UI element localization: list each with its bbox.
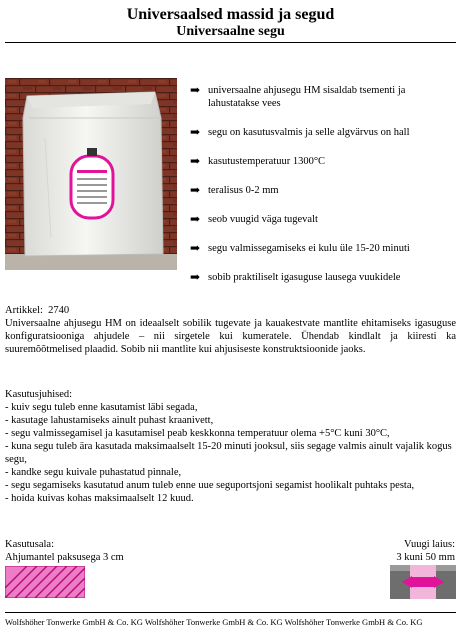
instructions-list: [5, 401, 456, 505]
product-description: Universaalne ahjusegu HM on ideaalselt sobilik tugevate ja kauakestvate mantlite ehitamiseks igasuguse konfiguratsiooniga ahjudele – nii sirgetele kui kumeratele. Ühendab kindlalt ja kiiresti ka suuremõõtmelised plaadid. Sobib nii mantlite kui ahjusiseste konstruktsioonide jaoks.: [5, 318, 456, 355]
page-title: Universaalsed massid ja segud: [126, 6, 335, 23]
article-value: 2740: [48, 305, 70, 316]
feature-item: ➡ kasutustemperatuur 1300°C: [190, 154, 326, 168]
joint-width-icon: [390, 565, 456, 599]
footer-divider: [5, 612, 456, 613]
feature-item: ➡ sobib praktiliselt igasuguse lausega vuukidele: [190, 270, 401, 284]
arrow-right-icon: ➡: [190, 154, 201, 168]
usage-label: Kasutusala:: [5, 539, 54, 550]
feature-item: ➡ teralisus 0-2 mm: [190, 183, 279, 197]
product-photo: [5, 78, 177, 270]
instruction-item: - kuna segu tuleb ära kasutada maksimaalselt 15-20 minuti jooksul, siis segage valmis ainult vajalik kogus segu,: [5, 441, 452, 465]
usage-value: Ahjumantel paksusega 3 cm: [5, 552, 124, 563]
feature-item: ➡ seob vuugid väga tugevalt: [190, 212, 318, 226]
instruction-item: - kuiv segu tuleb enne kasutamist läbi segada,: [5, 402, 198, 413]
article-number: [5, 305, 69, 317]
feature-list: [190, 84, 456, 284]
instruction-item: - hoida kuivas kohas maksimaalselt 12 kuud.: [5, 493, 194, 504]
arrow-right-icon: ➡: [190, 125, 201, 139]
instruction-item: - kasutage lahustamiseks ainult puhast kraanivett,: [5, 415, 214, 426]
footer-text: Wolfshöher Tonwerke GmbH & Co. KG Wolfshöher Tonwerke GmbH & Co. KG Wolfshöher Tonwerke GmbH & Co. KG: [5, 617, 423, 627]
instruction-item: - kandke segu kuivale puhastatud pinnale,: [5, 467, 182, 478]
article-label: Artikkel:: [5, 305, 43, 316]
joint-width-value: 3 kuni 50 mm: [396, 552, 455, 563]
instruction-item: - segu segamiseks kasutatud anum tuleb enne uue seguportsjoni segamist hoolikalt puhtaks pesta,: [5, 480, 415, 491]
arrow-right-icon: ➡: [190, 212, 201, 226]
arrow-right-icon: ➡: [190, 241, 201, 255]
arrow-right-icon: ➡: [190, 83, 201, 97]
usage-illustration: [5, 566, 85, 598]
instructions-heading: Kasutusjuhised:: [5, 389, 73, 400]
page-subtitle: Universaalne segu: [176, 24, 285, 39]
feature-item: ➡ universaalne ahjusegu HM sisaldab tsementi ja lahustatakse vees: [190, 83, 406, 109]
instruction-item: - segu valmissegamisel ja kasutamisel peab keskkonna temperatuur olema +5°C kuni 30°C,: [5, 428, 390, 439]
arrow-right-icon: ➡: [190, 183, 201, 197]
arrow-right-icon: ➡: [190, 270, 201, 284]
feature-item: ➡ segu on kasutusvalmis ja selle algvärvus on hall: [190, 125, 410, 139]
joint-width-label: Vuugi laius:: [404, 539, 455, 550]
feature-item: ➡ segu valmissegamiseks ei kulu üle 15-20 minuti: [190, 241, 410, 255]
header-divider: [5, 42, 456, 43]
